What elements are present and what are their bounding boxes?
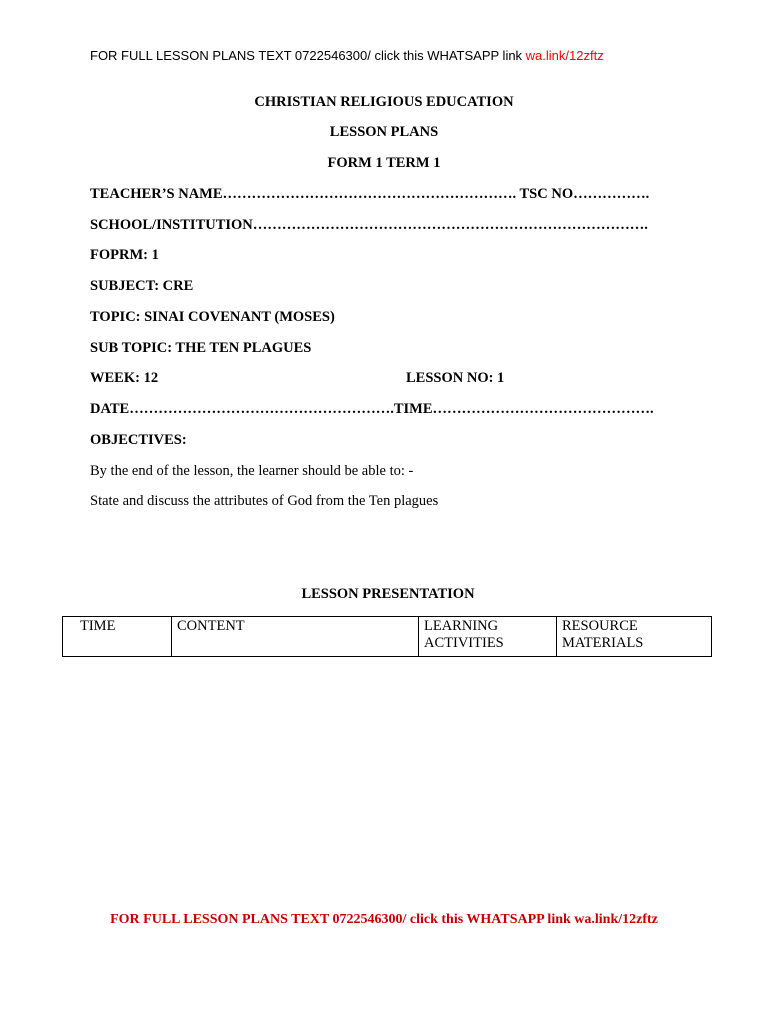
whatsapp-link[interactable]: wa.link/12zftz (525, 48, 604, 63)
subject-field (90, 278, 193, 295)
table-header-row (63, 617, 712, 657)
document-form-term: FORM 1 TERM 1 (327, 155, 441, 171)
document-subject-title: CHRISTIAN RELIGIOUS EDUCATION (254, 94, 514, 110)
sub-topic-value: : THE TEN PLAGUES (167, 340, 312, 356)
lesson-presentation-heading: LESSON PRESENTATION (301, 586, 475, 602)
form-field: FOPRM: 1 (90, 247, 159, 263)
topic-field: TOPIC: SINAI COVENANT (MOSES) (90, 309, 335, 325)
column-header-content: CONTENT (172, 617, 419, 657)
header-promo (90, 48, 604, 63)
sub-topic-label: SUB TOPIC (90, 340, 168, 356)
subject-value: : CRE (154, 278, 194, 294)
sub-topic-field (90, 340, 311, 357)
objective-item: State and discuss the attributes of God from the Ten plagues (90, 493, 439, 509)
subject-label: SUBJECT (90, 278, 155, 294)
lesson-no-field: LESSON NO: 1 (406, 370, 505, 386)
document-plans-title: LESSON PLANS (329, 124, 439, 140)
footer-promo[interactable]: FOR FULL LESSON PLANS TEXT 0722546300/ click this WHATSAPP link wa.link/12zftz (110, 912, 658, 927)
header-promo-text: FOR FULL LESSON PLANS TEXT 0722546300/ click this WHATSAPP link (90, 48, 526, 63)
column-header-learning-activities: LEARNING ACTIVITIES (419, 617, 557, 657)
school-field: SCHOOL/INSTITUTION………………………………………………………………………. (90, 217, 648, 233)
objectives-intro: By the end of the lesson, the learner should be able to: - (90, 463, 414, 479)
lesson-presentation-table (62, 616, 712, 657)
objectives-heading: OBJECTIVES: (90, 432, 187, 448)
column-header-time: TIME (63, 617, 172, 657)
teacher-name-field: TEACHER’S NAME……………………………………………………. TSC NO……………. (90, 186, 650, 202)
column-header-resource-materials: RESOURCE MATERIALS (557, 617, 712, 657)
week-field: WEEK: 12 (90, 370, 159, 386)
date-time-field: DATE……………………………………………….TIME………………………………………. (90, 401, 654, 417)
